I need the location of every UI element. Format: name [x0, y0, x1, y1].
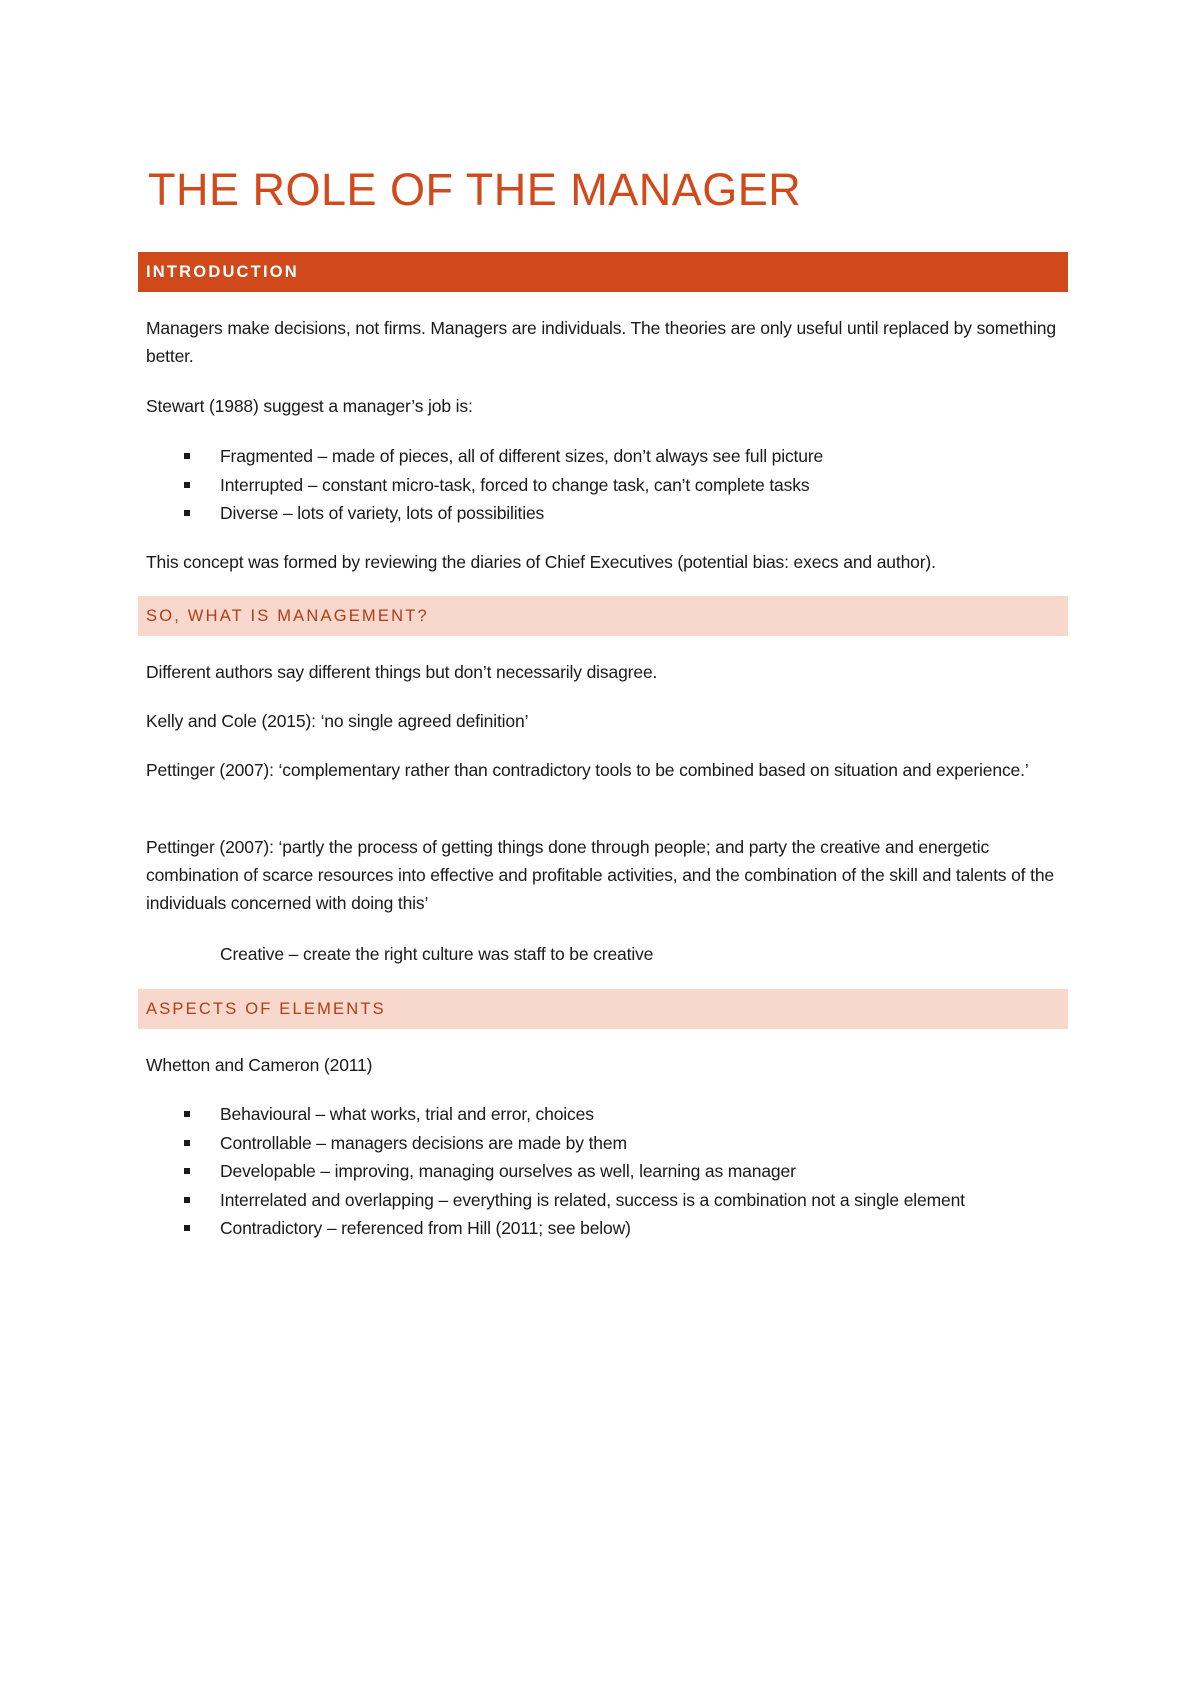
- list-item: [138, 442, 1068, 471]
- list-item-text: Behavioural – what works, trial and error, choices: [220, 1104, 594, 1124]
- introduction-paragraph-1-block: [138, 314, 1068, 370]
- list-item: [138, 499, 1068, 528]
- square-bullet-icon: [184, 1225, 190, 1231]
- list-item: [138, 1100, 1068, 1129]
- list-item: [138, 1186, 1068, 1215]
- square-bullet-icon: [184, 1197, 190, 1203]
- square-bullet-icon: [184, 453, 190, 459]
- introduction-bullet-list: [138, 442, 1068, 528]
- section-aspects: [138, 989, 1068, 1029]
- list-item-text: Diverse – lots of variety, lots of possibilities: [220, 503, 545, 523]
- section-heading-management: SO, WHAT IS MANAGEMENT?: [138, 596, 1068, 636]
- management-paragraph-3: Pettinger (2007): ‘complementary rather than contradictory tools to be combined based on situation and experience.’: [146, 760, 1029, 780]
- management-paragraph-1-block: [138, 658, 1068, 686]
- aspects-bullet-list-block: [138, 1100, 1068, 1243]
- introduction-paragraph-3: This concept was formed by reviewing the diaries of Chief Executives (potential bias: execs and author).: [146, 552, 936, 572]
- introduction-paragraph-2-block: [138, 392, 1068, 420]
- management-paragraph-4: Pettinger (2007): ‘partly the process of getting things done through people; and party the creative and energetic combination of scarce resources into effective and profitable activities, and the combination of the skill and talents of the individuals concerned with doing this’: [146, 837, 1054, 913]
- management-paragraph-2: Kelly and Cole (2015): ‘no single agreed definition’: [146, 711, 529, 731]
- section-heading-aspects: ASPECTS OF ELEMENTS: [138, 989, 1068, 1029]
- management-paragraph-5: Creative – create the right culture was staff to be creative: [220, 944, 654, 964]
- aspects-bullet-list: [138, 1100, 1068, 1243]
- management-paragraph-2-block: [138, 707, 1068, 735]
- management-paragraph-5-block: [138, 940, 1068, 968]
- page-title: THE ROLE OF THE MANAGER: [148, 164, 802, 215]
- list-item: [138, 1157, 1068, 1186]
- square-bullet-icon: [184, 510, 190, 516]
- aspects-paragraph-1: Whetton and Cameron (2011): [146, 1055, 373, 1075]
- list-item: [138, 1129, 1068, 1158]
- square-bullet-icon: [184, 1111, 190, 1117]
- square-bullet-icon: [184, 1140, 190, 1146]
- introduction-bullet-list-block: [138, 442, 1068, 528]
- management-paragraph-1: Different authors say different things but don’t necessarily disagree.: [146, 662, 658, 682]
- list-item-text: Interrupted – constant micro-task, forced to change task, can’t complete tasks: [220, 474, 810, 495]
- introduction-paragraph-1: Managers make decisions, not firms. Managers are individuals. The theories are only useful until replaced by something better.: [146, 318, 1056, 366]
- list-item-text: Developable – improving, managing ourselves as well, learning as manager: [220, 1161, 796, 1181]
- section-heading-introduction: INTRODUCTION: [138, 252, 1068, 292]
- list-item-text: Contradictory – referenced from Hill (2011; see below): [220, 1218, 631, 1238]
- management-paragraph-4-block: [138, 833, 1068, 917]
- square-bullet-icon: [184, 482, 190, 488]
- list-item-text: Interrelated and overlapping – everything is related, success is a combination not a single element: [220, 1189, 965, 1210]
- introduction-paragraph-2: Stewart (1988) suggest a manager’s job is:: [146, 396, 473, 416]
- section-management: [138, 596, 1068, 636]
- introduction-paragraph-3-block: [138, 548, 1068, 576]
- management-paragraph-3-block: [138, 756, 1068, 784]
- list-item: [138, 471, 1068, 500]
- aspects-paragraph-1-block: [138, 1051, 1068, 1079]
- list-item-text: Fragmented – made of pieces, all of different sizes, don’t always see full picture: [220, 446, 824, 466]
- list-item-text: Controllable – managers decisions are made by them: [220, 1132, 627, 1153]
- section-introduction: [138, 252, 1068, 292]
- square-bullet-icon: [184, 1168, 190, 1174]
- list-item: [138, 1214, 1068, 1243]
